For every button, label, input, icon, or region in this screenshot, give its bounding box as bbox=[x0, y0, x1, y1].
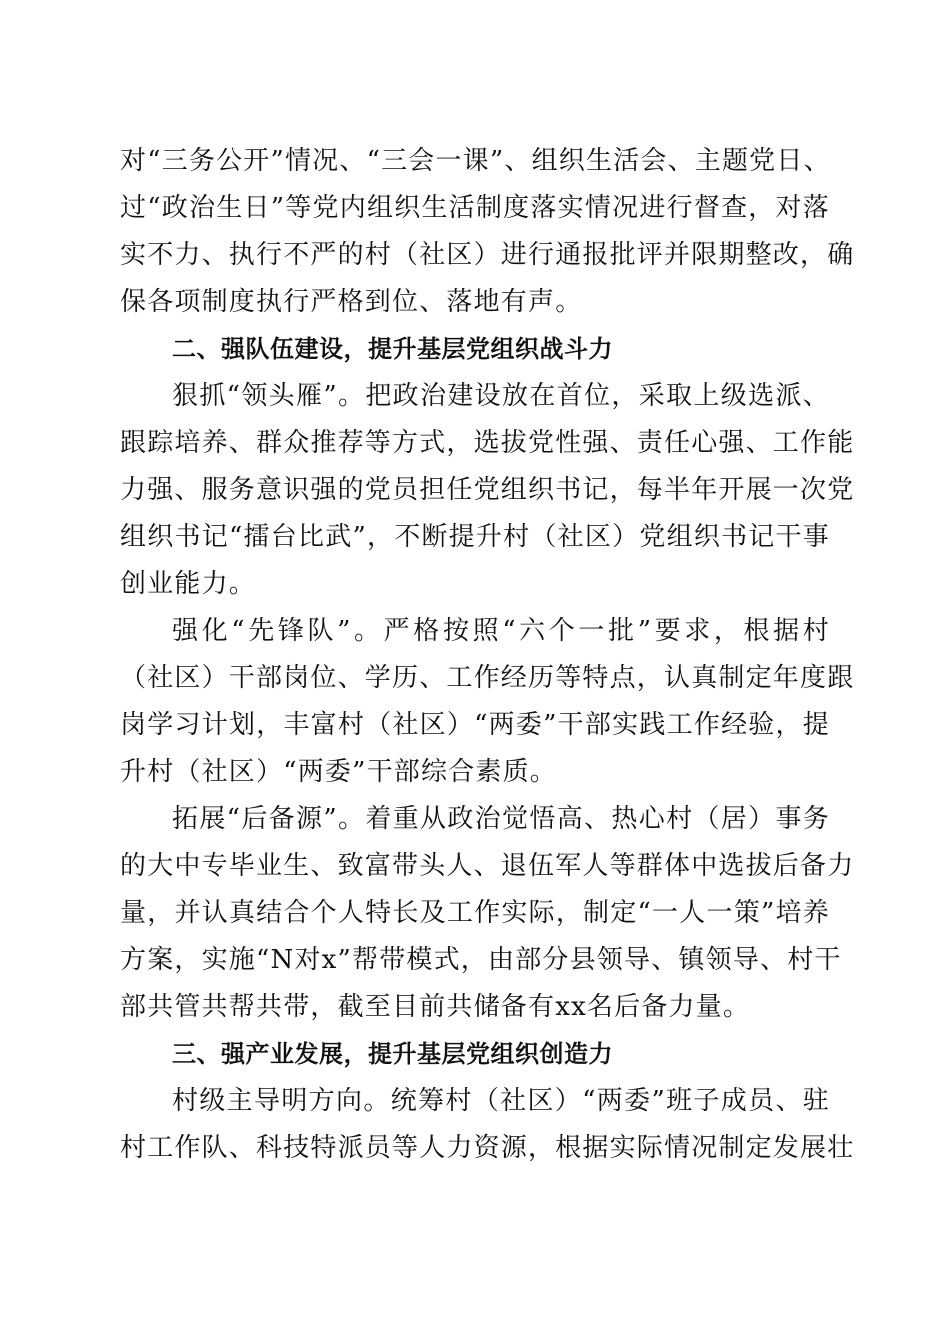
paragraph-line: 对“三务公开”情况、“三会一课”、组织生活会、主题党日、 bbox=[120, 146, 831, 176]
paragraph-line: 保各项制度执行严格到位、落地有声。 bbox=[120, 287, 583, 317]
paragraph-line: 岗学习计划，丰富村（社区）“两委”干部实践工作经验，提 bbox=[120, 710, 830, 740]
paragraph-line: 部共管共帮共带，截至目前共储备有xx名后备力量。 bbox=[120, 992, 751, 1022]
paragraph-line: 实不力、执行不严的村（社区）进行通报批评并限期整改，确 bbox=[120, 240, 855, 270]
paragraph-line: 创业能力。 bbox=[120, 569, 257, 599]
paragraph-line: 狠抓“领头雁”。把政治建设放在首位，采取上级选派、 bbox=[172, 381, 830, 411]
paragraph-line: 的大中专毕业生、致富带头人、退伍军人等群体中选拔后备力 bbox=[120, 851, 855, 881]
paragraph-line: 组织书记“擂台比武”，不断提升村（社区）党组织书记干事 bbox=[120, 522, 830, 552]
paragraph-line: 量，并认真结合个人特长及工作实际，制定“一人一策”培养 bbox=[120, 898, 830, 928]
paragraph-line: 拓展“后备源”。着重从政治觉悟高、热心村（居）事务 bbox=[172, 804, 830, 834]
section-heading-3: 三、强产业发展，提升基层党组织创造力 bbox=[172, 1040, 613, 1068]
paragraph-line: 强化“先锋队”。严格按照“六个一批”要求，根据村 bbox=[172, 616, 830, 646]
section-heading-2: 二、强队伍建设，提升基层党组织战斗力 bbox=[172, 335, 613, 363]
paragraph-line: 过“政治生日”等党内组织生活制度落实情况进行督查，对落 bbox=[120, 193, 830, 223]
paragraph-line: 方案，实施“N对x”帮带模式，由部分县领导、镇领导、村干 bbox=[120, 945, 842, 975]
paragraph-line: （社区）干部岗位、学历、工作经历等特点，认真制定年度跟 bbox=[120, 663, 855, 693]
paragraph-line: 力强、服务意识强的党员担任党组织书记，每半年开展一次党 bbox=[120, 475, 855, 505]
paragraph-line: 村工作队、科技特派员等人力资源，根据实际情况制定发展壮 bbox=[120, 1133, 855, 1163]
document-page bbox=[120, 138, 855, 1172]
paragraph-line: 升村（社区）“两委”干部综合素质。 bbox=[120, 757, 557, 787]
paragraph-line: 村级主导明方向。统筹村（社区）“两委”班子成员、驻 bbox=[172, 1086, 830, 1116]
paragraph-line: 跟踪培养、群众推荐等方式，选拔党性强、责任心强、工作能 bbox=[120, 428, 855, 458]
